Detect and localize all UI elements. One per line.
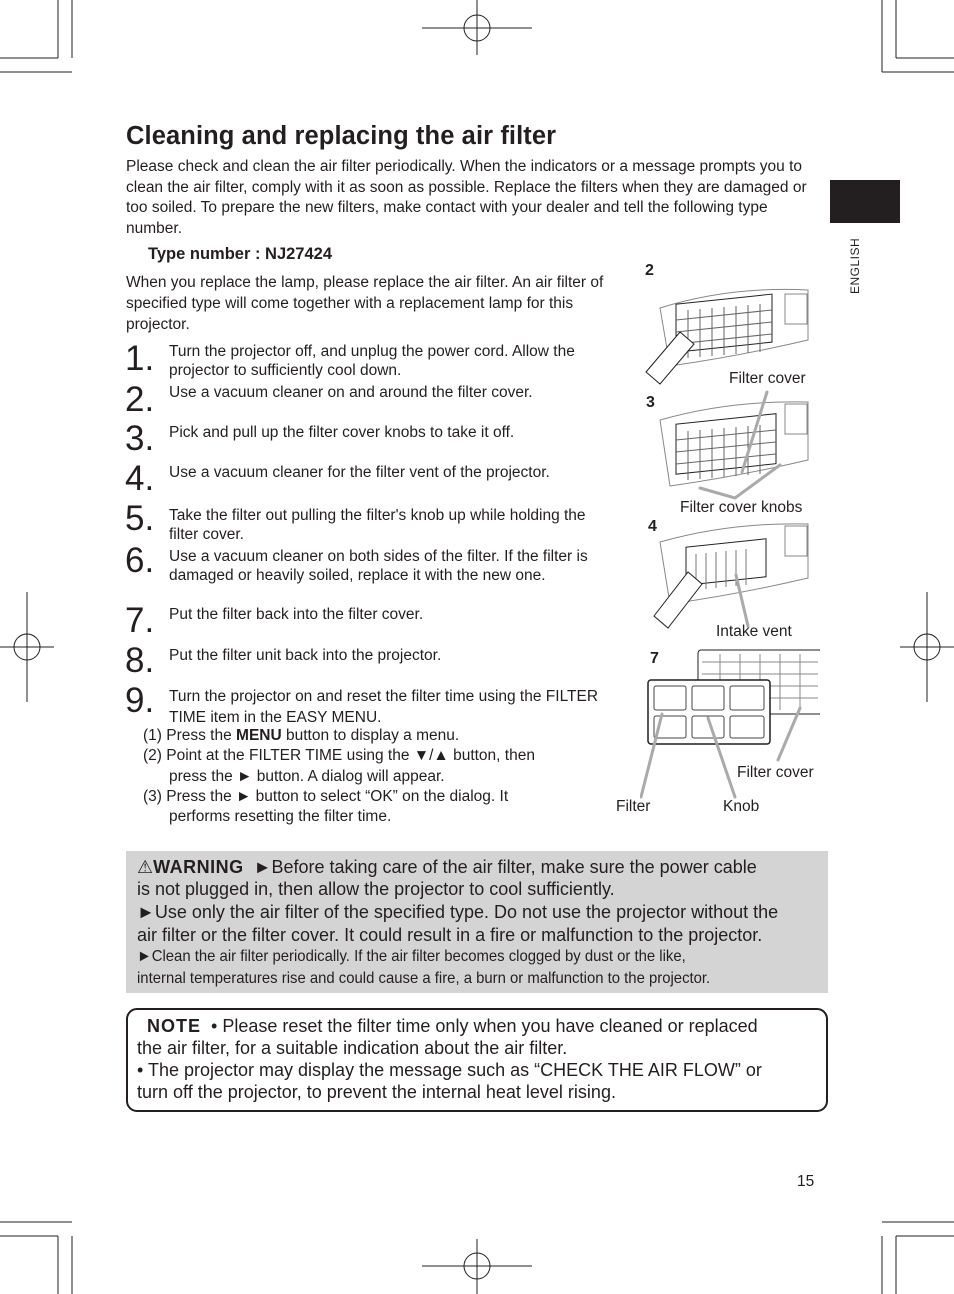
warning-line-6: internal temperatures rise and could cause a fire, a burn or malfunction to the projector. bbox=[137, 970, 711, 987]
note-line-4: turn off the projector, to prevent the internal heat level rising. bbox=[137, 1082, 616, 1102]
step-number: 5. bbox=[125, 499, 155, 538]
warning-heading: WARNING bbox=[153, 857, 244, 877]
figure-7-illustration bbox=[648, 650, 820, 744]
lamp-note: When you replace the lamp, please replace the air filter. An air filter of specified type will come together with a replacement lamp for this projector. bbox=[126, 274, 604, 333]
step-number: 9. bbox=[125, 681, 155, 720]
language-tab bbox=[830, 180, 900, 223]
figure-number: 3 bbox=[646, 394, 655, 411]
step-text: Use a vacuum cleaner on and around the filter cover. bbox=[169, 384, 533, 401]
step-text: Use a vacuum cleaner for the filter vent of the projector. bbox=[169, 464, 550, 481]
label-knob: Knob bbox=[723, 798, 760, 815]
figure-number: 2 bbox=[645, 262, 654, 279]
substep-3-line-1: (3) Press the ► button to select “OK” on the dialog. It bbox=[143, 788, 509, 805]
label-filter: Filter bbox=[616, 798, 651, 815]
step-number: 1. bbox=[125, 339, 155, 378]
step-text: Put the filter back into the filter cover. bbox=[169, 606, 424, 623]
warning-line-4: air filter or the filter cover. It could result in a fire or malfunction to the projector. bbox=[137, 925, 763, 945]
step-number: 6. bbox=[125, 541, 155, 580]
step-number: 3. bbox=[125, 419, 155, 458]
step-text: Pick and pull up the filter cover knobs to take it off. bbox=[169, 424, 515, 441]
figure-4-illustration bbox=[654, 524, 808, 628]
label-filter-cover: Filter cover bbox=[729, 370, 806, 387]
warning-line-5: ►Clean the air filter periodically. If the air filter becomes clogged by dust or the like, bbox=[137, 948, 686, 965]
step-text: Use a vacuum cleaner on both sides of the filter. If the filter is damaged or heavily soiled, replace it with the new one. bbox=[169, 548, 588, 584]
note-line-1: NOTE • Please reset the filter time only when you have cleaned or replaced bbox=[147, 1016, 758, 1036]
step-number: 7. bbox=[125, 601, 155, 640]
step-text: Turn the projector off, and unplug the power cord. Allow the projector to sufficiently cool down. bbox=[169, 343, 575, 379]
figure-3-illustration bbox=[660, 402, 808, 486]
note-line-3: • The projector may display the message such as “CHECK THE AIR FLOW” or bbox=[137, 1060, 762, 1080]
warning-icon: ⚠ bbox=[137, 857, 154, 877]
label-intake-vent: Intake vent bbox=[716, 623, 792, 640]
substep-2-line-1: (2) Point at the FILTER TIME using the ▼/▲ button, then bbox=[143, 747, 535, 764]
leader-filter-cover-2 bbox=[778, 708, 800, 760]
step-text: Put the filter unit back into the projector. bbox=[169, 647, 442, 664]
label-filter-cover-2: Filter cover bbox=[737, 764, 814, 781]
label-filter-cover-knobs: Filter cover knobs bbox=[680, 499, 803, 516]
warning-line-2: is not plugged in, then allow the projector to cool sufficiently. bbox=[137, 879, 615, 899]
note-line-2: the air filter, for a suitable indication about the air filter. bbox=[137, 1038, 568, 1058]
note-heading: NOTE bbox=[147, 1016, 202, 1036]
step-number: 2. bbox=[125, 380, 155, 419]
step-number: 4. bbox=[125, 459, 155, 498]
substep-1: (1) Press the MENU button to display a menu. bbox=[143, 727, 460, 744]
figure-number: 7 bbox=[650, 650, 659, 667]
warning-line-1: ⚠WARNING ►Before taking care of the air filter, make sure the power cable bbox=[137, 857, 757, 877]
intro-paragraph: Please check and clean the air filter periodically. When the indicators or a message prompts you to clean the air filter, comply with it as soon as possible. Replace the filters when they are damaged or too soiled. To prepare the new filters, make contact with your dealer and tell the following type number. bbox=[126, 158, 807, 237]
substep-2-line-2: press the ► button. A dialog will appear. bbox=[169, 768, 445, 785]
page-number: 15 bbox=[797, 1173, 815, 1190]
page-title: Cleaning and replacing the air filter bbox=[126, 122, 557, 150]
language-label: ENGLISH bbox=[848, 237, 862, 294]
substep-3-line-2: performs resetting the filter time. bbox=[169, 808, 392, 825]
type-number: Type number : NJ27424 bbox=[148, 245, 333, 263]
step-text: Take the filter out pulling the filter's knob up while holding the filter cover. bbox=[169, 507, 586, 543]
step-text: Turn the projector on and reset the filter time using the FILTER TIME item in the EASY MENU. bbox=[169, 688, 599, 726]
filter-illustrations bbox=[640, 280, 820, 820]
step-number: 8. bbox=[125, 641, 155, 680]
figure-number: 4 bbox=[648, 518, 657, 535]
warning-line-3: ►Use only the air filter of the specified type. Do not use the projector without the bbox=[137, 902, 779, 922]
